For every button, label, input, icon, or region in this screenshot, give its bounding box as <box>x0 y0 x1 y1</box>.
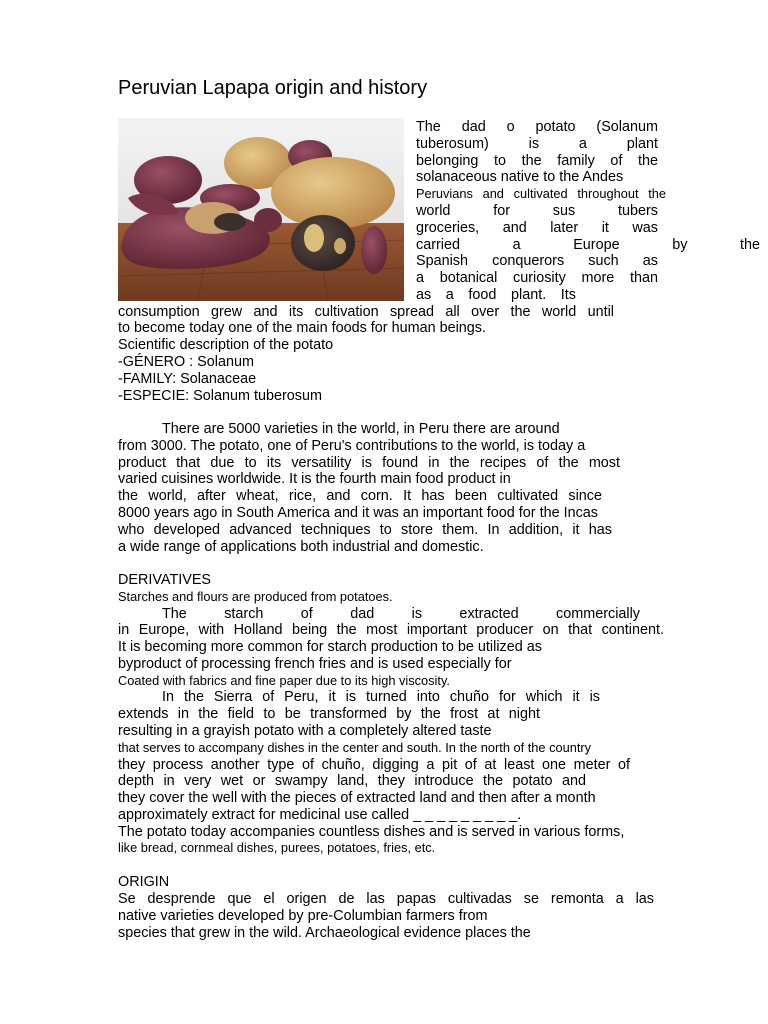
derivatives-line: approximately extract for medicinal use called _ _ _ _ _ _ _ _ _. <box>118 807 522 823</box>
varieties-line: the world, after wheat, rice, and corn. It has been cultivated since <box>118 488 602 504</box>
scientific-species: -ESPECIE: Solanum tuberosum <box>118 388 322 404</box>
varieties-line: who developed advanced techniques to store them. In addition, it has <box>118 522 612 538</box>
intro-line: solanaceous native to the Andes <box>416 169 624 185</box>
intro-line: a botanical curiosity more than <box>416 270 658 286</box>
derivatives-line: The starch of dad is extracted commercially <box>162 606 640 622</box>
page-title: Peruvian Lapapa origin and history <box>118 77 428 99</box>
origin-line: native varieties developed by pre-Columbian farmers from <box>118 908 488 924</box>
origin-line: species that grew in the wild. Archaeological evidence places the <box>118 925 531 941</box>
intro-line: world for sus tubers <box>416 203 658 219</box>
potato <box>361 226 387 274</box>
derivatives-line: that serves to accompany dishes in the center and south. In the north of the country <box>118 740 592 755</box>
scientific-family: -FAMILY: Solanaceae <box>118 371 257 387</box>
intro-line: The dad o potato (Solanum <box>416 119 658 135</box>
potatoes-photo <box>118 118 404 301</box>
derivatives-line: Starches and flours are produced from potatoes. <box>118 589 393 604</box>
varieties-line: product that due to its versatility is found in the recipes of the most <box>118 455 620 471</box>
intro-line: Spanish conquerors such as <box>416 253 658 269</box>
derivatives-line: resulting in a grayish potato with a completely altered taste <box>118 723 492 739</box>
derivatives-line: The potato today accompanies countless dishes and is served in various forms, <box>118 824 625 840</box>
varieties-line: a wide range of applications both industrial and domestic. <box>118 539 484 555</box>
derivatives-line: depth in very wet or swampy land, they introduce the potato and <box>118 773 586 789</box>
intro-line: Peruvians and cultivated throughout the <box>416 186 666 201</box>
scientific-genus: -GÉNERO : Solanum <box>118 354 254 370</box>
intro-line: consumption grew and its cultivation spread all over the world until <box>118 304 614 320</box>
intro-line: groceries, and later it was <box>416 220 658 236</box>
derivatives-line: In the Sierra of Peru, it is turned into chuño for which it is <box>162 689 600 705</box>
varieties-line: 8000 years ago in South America and it was an important food for the Incas <box>118 505 598 521</box>
derivatives-line: It is becoming more common for starch production to be utilized as <box>118 639 542 655</box>
intro-line: to become today one of the main foods for human beings. <box>118 320 486 336</box>
derivatives-line: Coated with fabrics and fine paper due to its high viscosity. <box>118 673 450 688</box>
derivatives-line: byproduct of processing french fries and is used especially for <box>118 656 512 672</box>
intro-line: as a food plant. Its <box>416 287 576 303</box>
scientific-heading: Scientific description of the potato <box>118 337 334 353</box>
intro-line: belonging to the family of the <box>416 153 658 169</box>
origin-line: Se desprende que el origen de las papas cultivadas se remonta a las <box>118 891 654 907</box>
varieties-line: from 3000. The potato, one of Peru's contributions to the world, is today a <box>118 438 586 454</box>
derivatives-line: in Europe, with Holland being the most important producer on that continent. <box>118 622 664 638</box>
potatoes-illustration <box>118 118 404 301</box>
derivatives-line: extends in the field to be transformed by the frost at night <box>118 706 540 722</box>
origin-heading: ORIGIN <box>118 874 170 890</box>
derivatives-line: like bread, cornmeal dishes, purees, potatoes, fries, etc. <box>118 840 436 855</box>
derivatives-heading: DERIVATIVES <box>118 572 212 588</box>
derivatives-line: they process another type of chuño, digging a pit of at least one meter of <box>118 757 630 773</box>
varieties-line: varied cuisines worldwide. It is the fourth main food product in <box>118 471 511 487</box>
derivatives-line: they cover the well with the pieces of extracted land and then after a month <box>118 790 596 806</box>
varieties-line: There are 5000 varieties in the world, in Peru there are around <box>162 421 560 437</box>
intro-line: carried a Europe by the <box>416 237 760 253</box>
intro-line: tuberosum) is a plant <box>416 136 658 152</box>
